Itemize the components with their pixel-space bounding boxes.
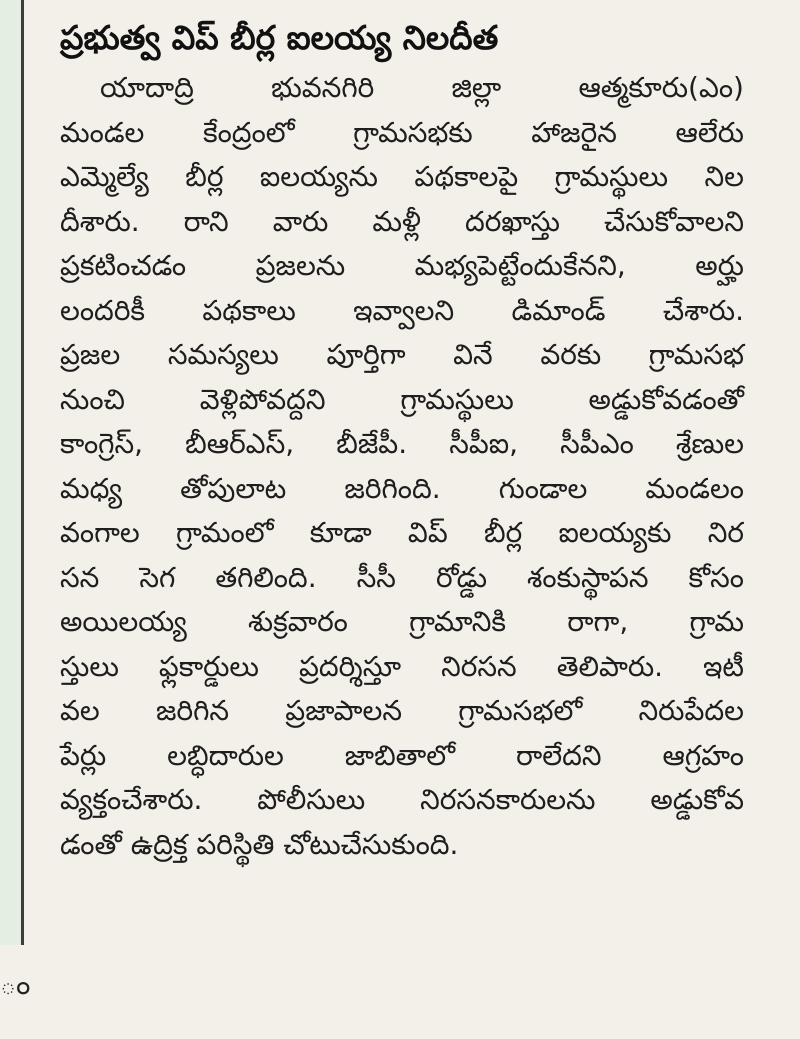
article-line: నుంచి వెళ్లిపోవద్దని గ్రామస్థులు అడ్డుకోవడంతో [60, 382, 744, 416]
article-line: ఎమ్మెల్యే బీర్ల ఐలయ్యను పథకాలపై గ్రామస్థులు నిల [60, 160, 744, 193]
article-line: వ్యక్తంచేశారు. పోలీసులు నిరసనకారులను అడ్డుకోవ [60, 783, 744, 816]
article-headline: ప్రభుత్వ విప్ బీర్ల ఐలయ్య నిలదీత [60, 18, 499, 57]
article-line: యాదాద్రి భువనగిరి జిల్లా ఆత్మకూరు(ఎం) [100, 71, 744, 104]
article-line: ప్రజల సమస్యలు పూర్తిగా వినే వరకు గ్రామసభ [60, 338, 744, 371]
column-divider [21, 0, 24, 945]
article-line: మధ్య తోపులాట జరిగింది. గుండాల మండలం [60, 471, 744, 505]
article-line: కాంగ్రెస్, బీఆర్ఎస్, బీజేపీ. సీపీఐ, సీపీఎం శ్రేణుల [60, 427, 744, 460]
adjacent-column-fragment: ం [0, 968, 31, 1001]
article-line: లందరికీ పథకాలు ఇవ్వాలని డిమాండ్ చేశారు. [60, 293, 744, 327]
article-line: వల జరిగిన ప్రజాపాలన గ్రామసభలో నిరుపేదల [60, 694, 744, 727]
article-line: డంతో ఉద్రిక్త పరిస్థితి చోటుచేసుకుంది. [60, 827, 459, 861]
article-line: స్తులు ఫ్లకార్డులు ప్రదర్శిస్తూ నిరసన తెలిపారు. ఇటీ [60, 649, 744, 683]
article-body [60, 66, 750, 867]
article-line: మండల కేంద్రంలో గ్రామసభకు హాజరైన ఆలేరు [60, 115, 744, 149]
adjacent-column-strip [0, 0, 22, 945]
article-line: ప్రకటించడం ప్రజలను మభ్యపెట్టేందుకేనని, అర్హు [60, 249, 744, 282]
article-line: పేర్లు లబ్ధిదారుల జాబితాలో రాలేదని ఆగ్రహం [60, 738, 744, 772]
article-line: వంగాల గ్రామంలో కూడా విప్ బీర్ల ఐలయ్యకు నిర [60, 516, 744, 549]
article-line: దీశారు. రాని వారు మళ్లీ దరఖాస్తు చేసుకోవాలని [60, 204, 744, 238]
article-line: అయిలయ్య శుక్రవారం గ్రామానికి రాగా, గ్రామ [60, 605, 744, 638]
news-article [60, 14, 750, 867]
article-line: సన సెగ తగిలింది. సీసీ రోడ్డు శంకుస్థాపన కోసం [60, 560, 744, 594]
